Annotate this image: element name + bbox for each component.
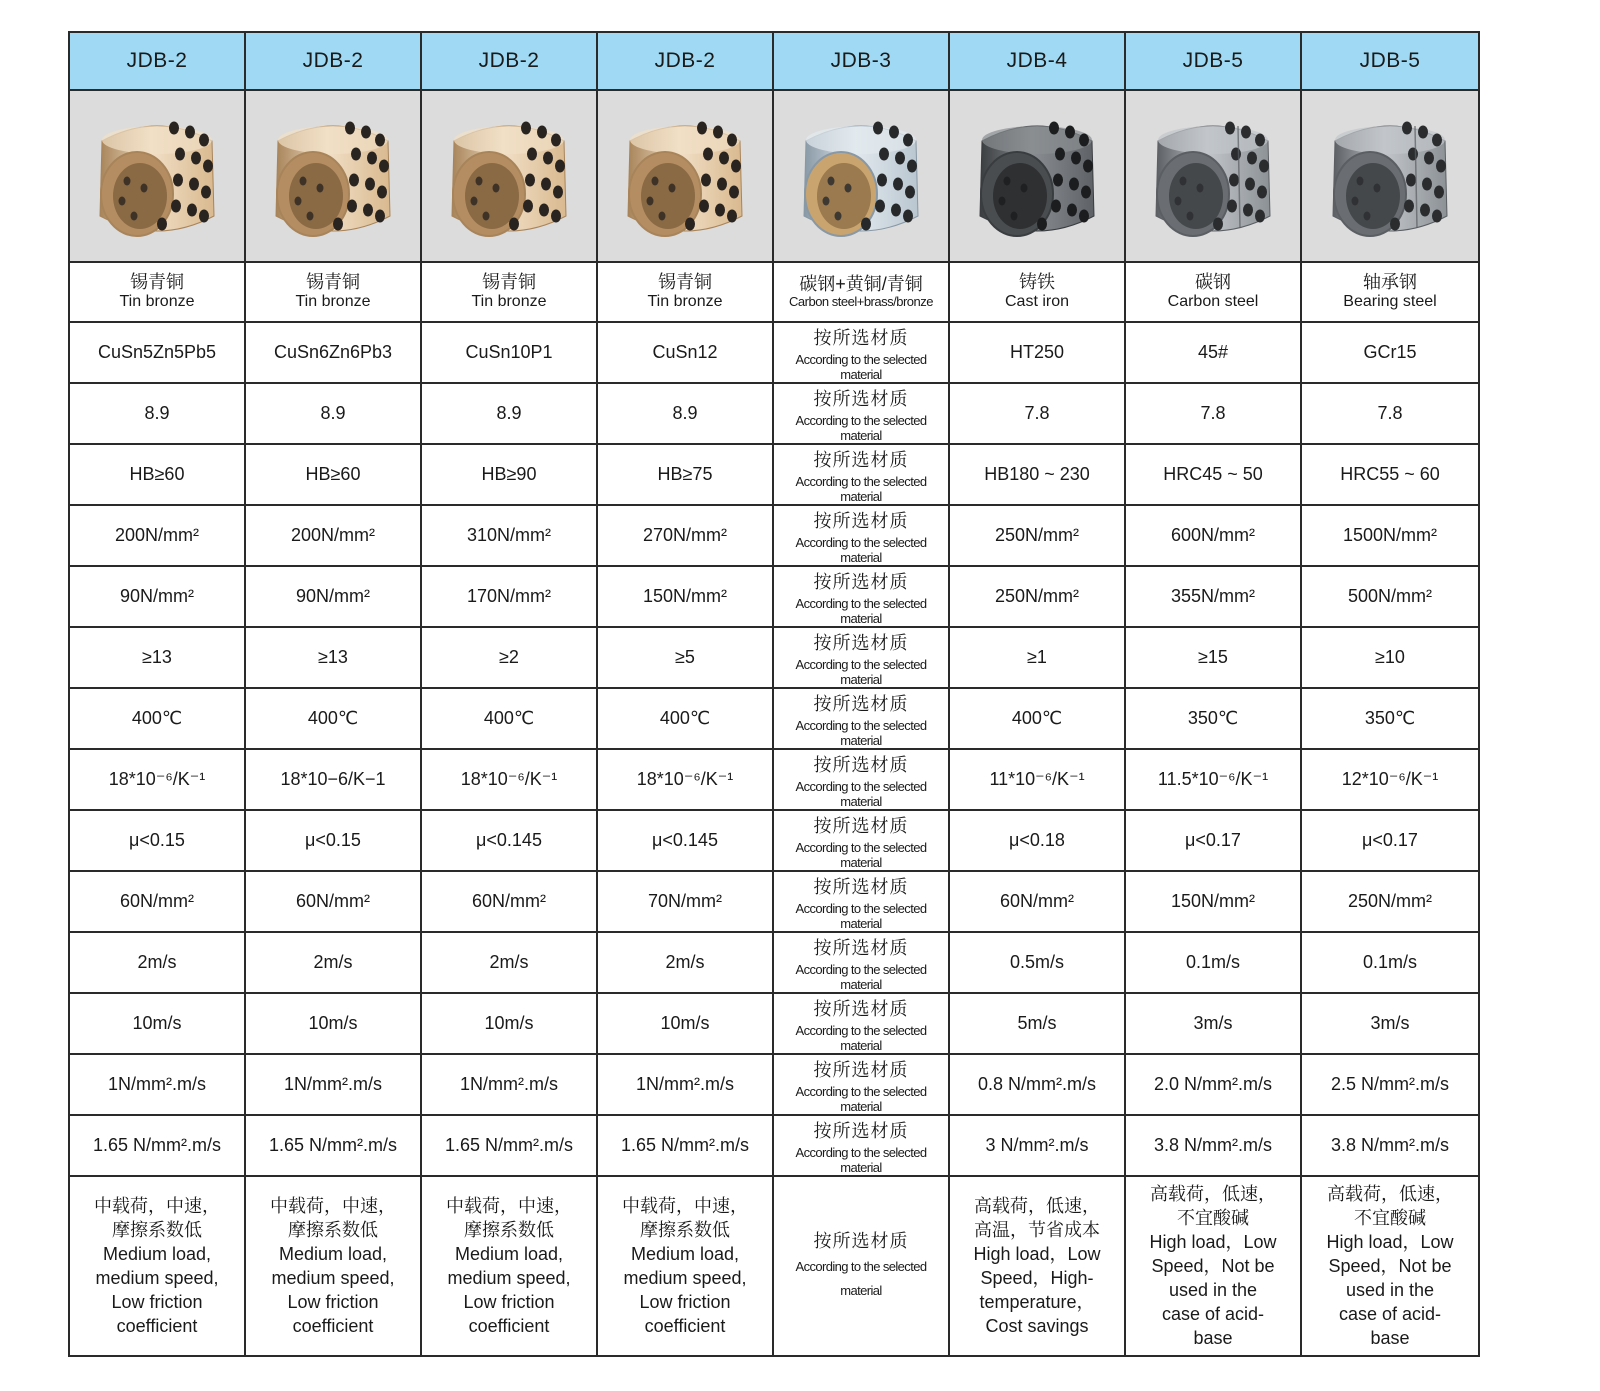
property-value: 3.8 N/mm².m/s xyxy=(1125,1115,1301,1176)
bushing-image xyxy=(258,106,408,246)
bushing-image xyxy=(786,106,936,246)
property-value xyxy=(773,688,949,749)
selected-material-zh: 按所选材质 xyxy=(813,754,909,775)
material-zh: 碳钢 xyxy=(1195,272,1231,293)
bushing-image xyxy=(434,106,584,246)
selected-material-zh: 按所选材质 xyxy=(813,937,909,958)
property-value: 1N/mm².m/s xyxy=(245,1054,421,1115)
property-value: 600N/mm² xyxy=(1125,505,1301,566)
property-row xyxy=(69,871,1479,932)
property-value: 2.0 N/mm².m/s xyxy=(1125,1054,1301,1115)
bushing-photo xyxy=(69,90,245,262)
description-line: 中载荷，中速， xyxy=(622,1196,748,1216)
property-row xyxy=(69,932,1479,993)
bushing-image xyxy=(962,106,1112,246)
property-value xyxy=(773,749,949,810)
property-value: HB≥60 xyxy=(69,444,245,505)
property-value xyxy=(773,1054,949,1115)
selected-material-zh: 按所选材质 xyxy=(813,327,909,348)
property-value: 350℃ xyxy=(1125,688,1301,749)
property-value: μ<0.17 xyxy=(1125,810,1301,871)
property-row xyxy=(69,505,1479,566)
description-line: 中载荷，中速， xyxy=(94,1196,220,1216)
material-en: Tin bronze xyxy=(471,293,547,311)
property-value: 10m/s xyxy=(421,993,597,1054)
property-value: 2m/s xyxy=(597,932,773,993)
model-header: JDB-4 xyxy=(949,32,1125,90)
description-line: coefficient xyxy=(116,1316,198,1336)
application-description xyxy=(597,1176,773,1356)
description-line: 高载荷，低速， xyxy=(1150,1184,1276,1204)
property-value: 0.8 N/mm².m/s xyxy=(949,1054,1125,1115)
property-value: 10m/s xyxy=(245,993,421,1054)
description-line: case of acid- xyxy=(1161,1304,1265,1324)
property-value: 90N/mm² xyxy=(69,566,245,627)
property-value: 170N/mm² xyxy=(421,566,597,627)
material-en: Carbon steel xyxy=(1167,293,1259,311)
property-value: 3m/s xyxy=(1301,993,1479,1054)
description-line: 摩擦系数低 xyxy=(464,1220,554,1240)
selected-material-en: According to the selected material xyxy=(795,534,927,565)
property-value: 1500N/mm² xyxy=(1301,505,1479,566)
property-value: 400℃ xyxy=(949,688,1125,749)
material-cell xyxy=(949,262,1125,322)
property-value: HB≥90 xyxy=(421,444,597,505)
property-value: 8.9 xyxy=(597,383,773,444)
property-value: 350℃ xyxy=(1301,688,1479,749)
property-value: HB≥60 xyxy=(245,444,421,505)
description-line: Medium load, xyxy=(102,1244,212,1264)
description-line: 高温，节省成本 xyxy=(974,1220,1100,1240)
property-row xyxy=(69,1115,1479,1176)
property-value: 7.8 xyxy=(949,383,1125,444)
property-value: μ<0.15 xyxy=(245,810,421,871)
property-value: ≥5 xyxy=(597,627,773,688)
application-description xyxy=(949,1176,1125,1356)
property-value: 12*10⁻⁶/K⁻¹ xyxy=(1301,749,1479,810)
material-zh: 锡青铜 xyxy=(658,272,712,293)
property-value: 310N/mm² xyxy=(421,505,597,566)
property-value: CuSn5Zn5Pb5 xyxy=(69,322,245,383)
description-line: Low friction xyxy=(463,1292,555,1312)
material-en: Cast iron xyxy=(1004,293,1070,311)
property-value: 8.9 xyxy=(69,383,245,444)
material-en: Tin bronze xyxy=(119,293,195,311)
selected-material-en: According to the selected material xyxy=(795,717,927,748)
material-cell xyxy=(69,262,245,322)
description-line: coefficient xyxy=(468,1316,550,1336)
property-value: HB≥75 xyxy=(597,444,773,505)
property-value: HB180 ~ 230 xyxy=(949,444,1125,505)
property-value: 2.5 N/mm².m/s xyxy=(1301,1054,1479,1115)
property-value xyxy=(773,932,949,993)
property-value: 2m/s xyxy=(421,932,597,993)
property-value: 45# xyxy=(1125,322,1301,383)
property-value: 11*10⁻⁶/K⁻¹ xyxy=(949,749,1125,810)
property-value: CuSn6Zn6Pb3 xyxy=(245,322,421,383)
description-line: 高载荷，低速， xyxy=(974,1196,1100,1216)
description-line: temperature， xyxy=(979,1292,1095,1312)
selected-material-zh: 按所选材质 xyxy=(813,1231,909,1251)
property-value: 0.1m/s xyxy=(1125,932,1301,993)
property-value: ≥1 xyxy=(949,627,1125,688)
property-value: 1.65 N/mm².m/s xyxy=(69,1115,245,1176)
property-value: 400℃ xyxy=(597,688,773,749)
description-line: 中载荷，中速， xyxy=(270,1196,396,1216)
material-zh: 锡青铜 xyxy=(306,272,360,293)
bushing-photo xyxy=(421,90,597,262)
description-line: Speed，Not be xyxy=(1151,1256,1275,1276)
selected-material-en: According to the selected material xyxy=(795,1144,927,1175)
property-value: HT250 xyxy=(949,322,1125,383)
description-line: Speed，Not be xyxy=(1328,1256,1452,1276)
property-value: ≥2 xyxy=(421,627,597,688)
description-line: Low friction xyxy=(111,1292,203,1312)
selected-material-zh: 按所选材质 xyxy=(813,449,909,470)
material-cell xyxy=(597,262,773,322)
property-value xyxy=(773,627,949,688)
description-line: base xyxy=(1193,1328,1233,1348)
description-line: 摩擦系数低 xyxy=(112,1220,202,1240)
property-value xyxy=(773,871,949,932)
selected-material-en: According to the selected material xyxy=(795,412,927,443)
property-row xyxy=(69,627,1479,688)
property-value: ≥10 xyxy=(1301,627,1479,688)
material-zh: 碳钢+黄铜/青铜 xyxy=(799,273,923,294)
application-description xyxy=(1125,1176,1301,1356)
property-value: ≥15 xyxy=(1125,627,1301,688)
description-line: 高载荷，低速， xyxy=(1327,1184,1453,1204)
material-cell xyxy=(245,262,421,322)
property-value xyxy=(773,444,949,505)
application-description xyxy=(1301,1176,1479,1356)
description-line: 不宜酸碱 xyxy=(1177,1208,1249,1228)
property-value: 3.8 N/mm².m/s xyxy=(1301,1115,1479,1176)
bushing-photo xyxy=(1301,90,1479,262)
selected-material-zh: 按所选材质 xyxy=(813,571,909,592)
property-value: 500N/mm² xyxy=(1301,566,1479,627)
material-zh: 轴承钢 xyxy=(1363,272,1417,293)
property-value: 60N/mm² xyxy=(949,871,1125,932)
property-value: 10m/s xyxy=(69,993,245,1054)
description-line: High load，Low xyxy=(1326,1232,1454,1252)
model-header: JDB-3 xyxy=(773,32,949,90)
selected-material-en: According to the selected material xyxy=(795,351,927,382)
application-description xyxy=(69,1176,245,1356)
property-value: 10m/s xyxy=(597,993,773,1054)
description-line: case of acid- xyxy=(1338,1304,1442,1324)
property-value xyxy=(773,810,949,871)
property-value: μ<0.15 xyxy=(69,810,245,871)
material-cell xyxy=(1301,262,1479,322)
property-value: 250N/mm² xyxy=(1301,871,1479,932)
property-value: 250N/mm² xyxy=(949,566,1125,627)
application-description xyxy=(245,1176,421,1356)
property-row xyxy=(69,322,1479,383)
selected-material-zh: 按所选材质 xyxy=(813,693,909,714)
description-line: High load，Low xyxy=(1149,1232,1277,1252)
selected-material-zh: 按所选材质 xyxy=(813,876,909,897)
selected-material-zh: 按所选材质 xyxy=(813,510,909,531)
bushing-image xyxy=(1315,106,1465,246)
property-value xyxy=(773,322,949,383)
property-value: 1.65 N/mm².m/s xyxy=(421,1115,597,1176)
description-line: Speed，High- xyxy=(980,1268,1094,1288)
description-line: Medium load, xyxy=(630,1244,740,1264)
property-row xyxy=(69,688,1479,749)
property-value: 355N/mm² xyxy=(1125,566,1301,627)
property-value: 8.9 xyxy=(421,383,597,444)
material-cell xyxy=(1125,262,1301,322)
description-line: 摩擦系数低 xyxy=(640,1220,730,1240)
property-value: 150N/mm² xyxy=(1125,871,1301,932)
bushing-photo xyxy=(597,90,773,262)
description-line: medium speed, xyxy=(623,1268,747,1288)
material-en: Tin bronze xyxy=(647,293,723,311)
property-value: 60N/mm² xyxy=(69,871,245,932)
description-line: Medium load, xyxy=(454,1244,564,1264)
property-value: 18*10−6/K−1 xyxy=(245,749,421,810)
property-value xyxy=(773,383,949,444)
property-value: 2m/s xyxy=(245,932,421,993)
material-zh: 锡青铜 xyxy=(130,272,184,293)
description-line: Low friction xyxy=(287,1292,379,1312)
property-value: μ<0.18 xyxy=(949,810,1125,871)
description-line: coefficient xyxy=(292,1316,374,1336)
property-value: 3 N/mm².m/s xyxy=(949,1115,1125,1176)
selected-material-en: According to the selected material xyxy=(795,900,927,931)
property-value: HRC55 ~ 60 xyxy=(1301,444,1479,505)
property-value: 18*10⁻⁶/K⁻¹ xyxy=(597,749,773,810)
property-value: 1N/mm².m/s xyxy=(597,1054,773,1115)
property-value: 400℃ xyxy=(245,688,421,749)
bushing-photo xyxy=(245,90,421,262)
property-value: 3m/s xyxy=(1125,993,1301,1054)
property-row xyxy=(69,1054,1479,1115)
property-value: 270N/mm² xyxy=(597,505,773,566)
description-line: Cost savings xyxy=(985,1316,1089,1336)
selected-material-en: According to the selected material xyxy=(795,839,927,870)
property-value: 60N/mm² xyxy=(245,871,421,932)
application-description xyxy=(773,1176,949,1356)
property-value: 5m/s xyxy=(949,993,1125,1054)
description-line: 不宜酸碱 xyxy=(1354,1208,1426,1228)
property-row xyxy=(69,383,1479,444)
property-value: 11.5*10⁻⁶/K⁻¹ xyxy=(1125,749,1301,810)
material-cell xyxy=(421,262,597,322)
property-value: 70N/mm² xyxy=(597,871,773,932)
property-value: 90N/mm² xyxy=(245,566,421,627)
property-value: 18*10⁻⁶/K⁻¹ xyxy=(69,749,245,810)
property-row xyxy=(69,749,1479,810)
property-value: 60N/mm² xyxy=(421,871,597,932)
property-value: CuSn12 xyxy=(597,322,773,383)
property-value: HRC45 ~ 50 xyxy=(1125,444,1301,505)
property-value: 0.1m/s xyxy=(1301,932,1479,993)
description-line: medium speed, xyxy=(95,1268,219,1288)
property-value: 1N/mm².m/s xyxy=(421,1054,597,1115)
material-en: Tin bronze xyxy=(295,293,371,311)
description-line: 摩擦系数低 xyxy=(288,1220,378,1240)
selected-material-zh: 按所选材质 xyxy=(813,1059,909,1080)
model-header: JDB-2 xyxy=(421,32,597,90)
description-line: Low friction xyxy=(639,1292,731,1312)
description-line: Medium load, xyxy=(278,1244,388,1264)
model-header: JDB-2 xyxy=(597,32,773,90)
model-header: JDB-2 xyxy=(245,32,421,90)
property-row xyxy=(69,993,1479,1054)
property-value: 18*10⁻⁶/K⁻¹ xyxy=(421,749,597,810)
bushing-image xyxy=(610,106,760,246)
property-value: 200N/mm² xyxy=(69,505,245,566)
bushing-image xyxy=(1138,106,1288,246)
material-en: Carbon steel+brass/bronze xyxy=(789,293,933,309)
property-value xyxy=(773,505,949,566)
property-value: 150N/mm² xyxy=(597,566,773,627)
material-cell xyxy=(773,262,949,322)
description-line: 中载荷，中速， xyxy=(446,1196,572,1216)
property-value: 7.8 xyxy=(1301,383,1479,444)
selected-material-zh: 按所选材质 xyxy=(813,632,909,653)
property-value xyxy=(773,1115,949,1176)
description-line: medium speed, xyxy=(271,1268,395,1288)
selected-material-zh: 按所选材质 xyxy=(813,1120,909,1141)
description-line: used in the xyxy=(1345,1280,1435,1300)
property-value: 1.65 N/mm².m/s xyxy=(245,1115,421,1176)
property-value: GCr15 xyxy=(1301,322,1479,383)
selected-material-en: According to the selected material xyxy=(795,1022,927,1053)
property-value: 0.5m/s xyxy=(949,932,1125,993)
selected-material-en: According to the selected material xyxy=(795,1083,927,1114)
material-en: Bearing steel xyxy=(1343,293,1437,311)
bushing-image xyxy=(82,106,232,246)
spec-table xyxy=(68,31,1480,1357)
property-value: 7.8 xyxy=(1125,383,1301,444)
material-zh: 铸铁 xyxy=(1019,272,1055,293)
description-line: medium speed, xyxy=(447,1268,571,1288)
property-value: 250N/mm² xyxy=(949,505,1125,566)
property-value: μ<0.145 xyxy=(421,810,597,871)
selected-material-en: According to the selected material xyxy=(795,656,927,687)
property-value: 2m/s xyxy=(69,932,245,993)
property-value: CuSn10P1 xyxy=(421,322,597,383)
model-header: JDB-5 xyxy=(1125,32,1301,90)
property-value: 400℃ xyxy=(69,688,245,749)
selected-material-zh: 按所选材质 xyxy=(813,815,909,836)
description-line: High load，Low xyxy=(973,1244,1101,1264)
property-row xyxy=(69,444,1479,505)
description-line: used in the xyxy=(1168,1280,1258,1300)
selected-material-en: According to the selected material xyxy=(795,961,927,992)
property-value: 400℃ xyxy=(421,688,597,749)
selected-material-en: According to the selected material xyxy=(795,473,927,504)
selected-material-en: According to the selected material xyxy=(795,595,927,626)
selected-material-zh: 按所选材质 xyxy=(813,998,909,1019)
description-line: coefficient xyxy=(644,1316,726,1336)
property-value xyxy=(773,993,949,1054)
property-value: 1.65 N/mm².m/s xyxy=(597,1115,773,1176)
property-value: ≥13 xyxy=(245,627,421,688)
selected-material-en: According to the selected material xyxy=(795,778,927,809)
model-header: JDB-5 xyxy=(1301,32,1479,90)
property-row xyxy=(69,810,1479,871)
selected-material-zh: 按所选材质 xyxy=(813,388,909,409)
application-description xyxy=(421,1176,597,1356)
property-value: μ<0.145 xyxy=(597,810,773,871)
property-value: 200N/mm² xyxy=(245,505,421,566)
property-value: ≥13 xyxy=(69,627,245,688)
property-value: 1N/mm².m/s xyxy=(69,1054,245,1115)
bushing-photo xyxy=(773,90,949,262)
property-value: μ<0.17 xyxy=(1301,810,1479,871)
property-row xyxy=(69,566,1479,627)
model-header: JDB-2 xyxy=(69,32,245,90)
property-value: 8.9 xyxy=(245,383,421,444)
bushing-photo xyxy=(949,90,1125,262)
bushing-photo xyxy=(1125,90,1301,262)
property-value xyxy=(773,566,949,627)
selected-material-en: According to the selected material xyxy=(795,1259,927,1298)
description-line: base xyxy=(1370,1328,1410,1348)
material-zh: 锡青铜 xyxy=(482,272,536,293)
